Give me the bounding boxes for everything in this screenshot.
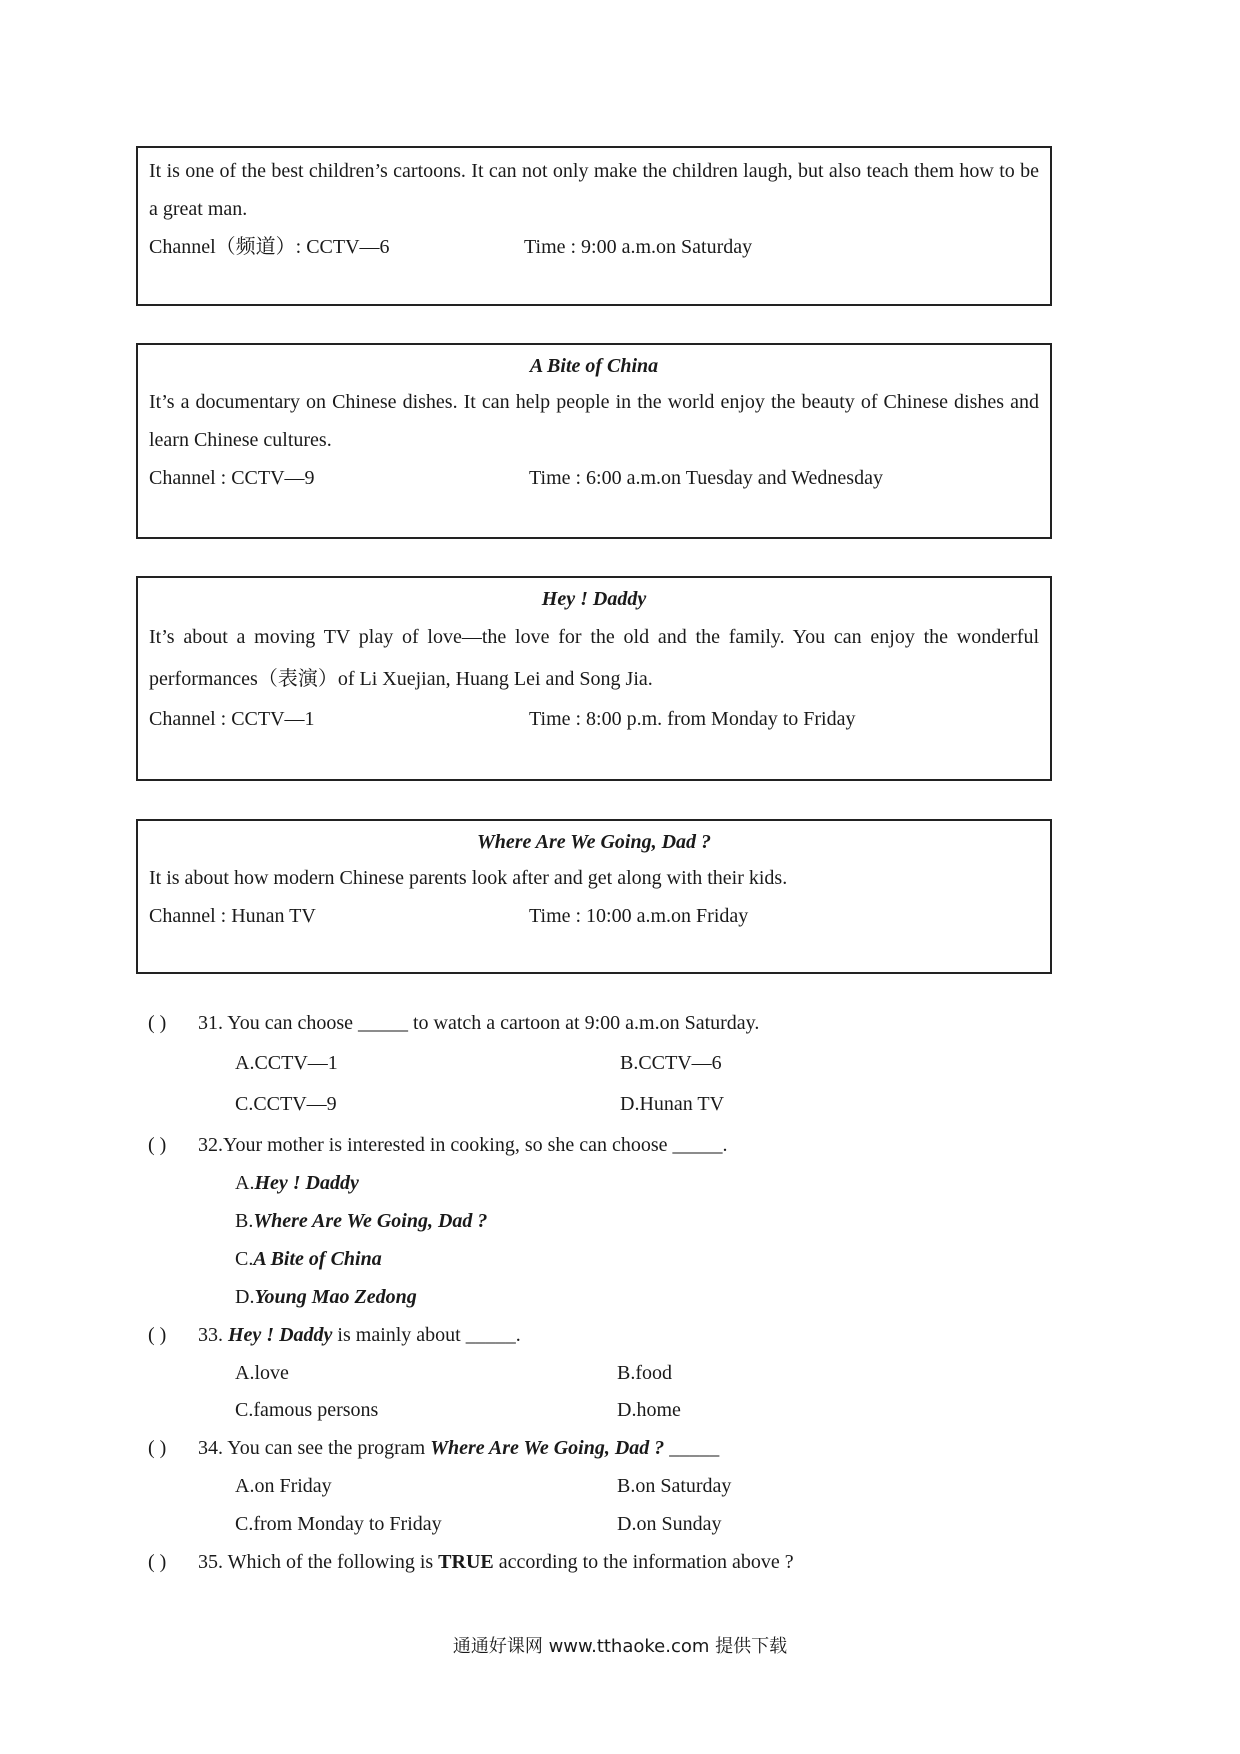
question-number: 33. [198,1324,228,1346]
option-letter: B. [235,1210,254,1232]
program-time: Time : 9:00 a.m.on Saturday [524,236,753,258]
question-pre: 34. You can see the program [198,1437,431,1459]
option-a: A.on Friday [235,1475,332,1497]
question-stem [198,1437,719,1460]
program-title: Where Are We Going, Dad ? [476,831,712,853]
option-c: C.from Monday to Friday [235,1513,442,1535]
option-letter: C. [235,1248,254,1270]
program-meta [149,459,1039,497]
page-footer: 通通好课网 www.tthaoke.com 提供下载 [452,1636,788,1657]
answer-blank[interactable]: ( ) [148,1324,167,1346]
program-box-where-are-we-going-dad [136,819,1052,974]
question-emphasis: TRUE [438,1551,494,1573]
program-name: Hey ! Daddy [228,1324,333,1346]
option-c [235,1248,382,1271]
answer-blank[interactable]: ( ) [148,1437,167,1459]
option-letter: A. [235,1172,255,1194]
program-description: It’s a documentary on Chinese dishes. It can help people in the world enjoy the beauty of Chinese dishes and learn Chinese cultures. [149,391,1039,451]
program-box-a-bite-of-china [136,343,1052,539]
answer-blank[interactable]: ( ) [148,1551,167,1573]
program-name: Hey ! Daddy [254,1172,359,1194]
program-name: Young Mao Zedong [254,1286,417,1308]
option-d: D.Hunan TV [620,1093,725,1115]
option-d: D.on Sunday [617,1513,722,1535]
option-b: B.CCTV—6 [620,1052,722,1074]
question-stem [198,1551,794,1574]
program-name: Where Are We Going, Dad ? [430,1437,665,1459]
program-title: A Bite of China [529,355,659,377]
program-channel: Channel : CCTV—1 [149,708,315,730]
question-stem [198,1324,521,1347]
option-c: C.CCTV—9 [235,1093,337,1115]
program-time: Time : 8:00 p.m. from Monday to Friday [529,708,856,730]
option-d [235,1286,417,1309]
question-post: _____ [664,1437,720,1459]
program-name: A Bite of China [253,1248,382,1270]
question-pre: 35. Which of the following is [198,1551,439,1573]
program-box-hey-daddy [136,576,1052,781]
option-letter: D. [235,1286,255,1308]
option-c: C.famous persons [235,1399,379,1421]
answer-blank[interactable]: ( ) [148,1012,167,1034]
program-meta [149,897,1039,935]
program-channel: Channel : Hunan TV [149,905,316,927]
program-channel: Channel（频道）: CCTV—6 [149,236,390,258]
program-name: Where Are We Going, Dad ? [253,1210,488,1232]
question-stem: 31. You can choose _____ to watch a cartoon at 9:00 a.m.on Saturday. [198,1012,760,1034]
option-b: B.food [617,1362,672,1384]
option-b: B.on Saturday [617,1475,732,1497]
answer-blank[interactable]: ( ) [148,1134,167,1156]
question-stem: 32.Your mother is interested in cooking, so she can choose _____. [198,1134,728,1156]
program-description: It is about how modern Chinese parents look after and get along with their kids. [149,867,788,889]
program-time: Time : 10:00 a.m.on Friday [529,905,749,927]
option-a [235,1172,359,1195]
program-description: It is one of the best children’s cartoons. It can not only make the children laugh, but also teach them how to be a great man. [149,160,1039,220]
program-title: Hey ! Daddy [541,588,647,610]
program-time: Time : 6:00 a.m.on Tuesday and Wednesday [529,467,883,489]
program-meta [149,700,1039,738]
question-rest: is mainly about _____. [332,1324,521,1346]
option-d: D.home [617,1399,681,1421]
question-post: according to the information above ? [493,1551,794,1573]
program-box-cartoon [136,146,1052,306]
program-channel: Channel : CCTV—9 [149,467,315,489]
option-b [235,1210,487,1233]
option-a: A.CCTV—1 [235,1052,338,1074]
option-a: A.love [235,1362,289,1384]
program-meta [149,228,1039,266]
program-description: It’s about a moving TV play of love—the love for the old and the family. You can enjoy the wonderful performances（表演）of Li Xuejian, Huang Lei and Song Jia. [149,626,1039,690]
